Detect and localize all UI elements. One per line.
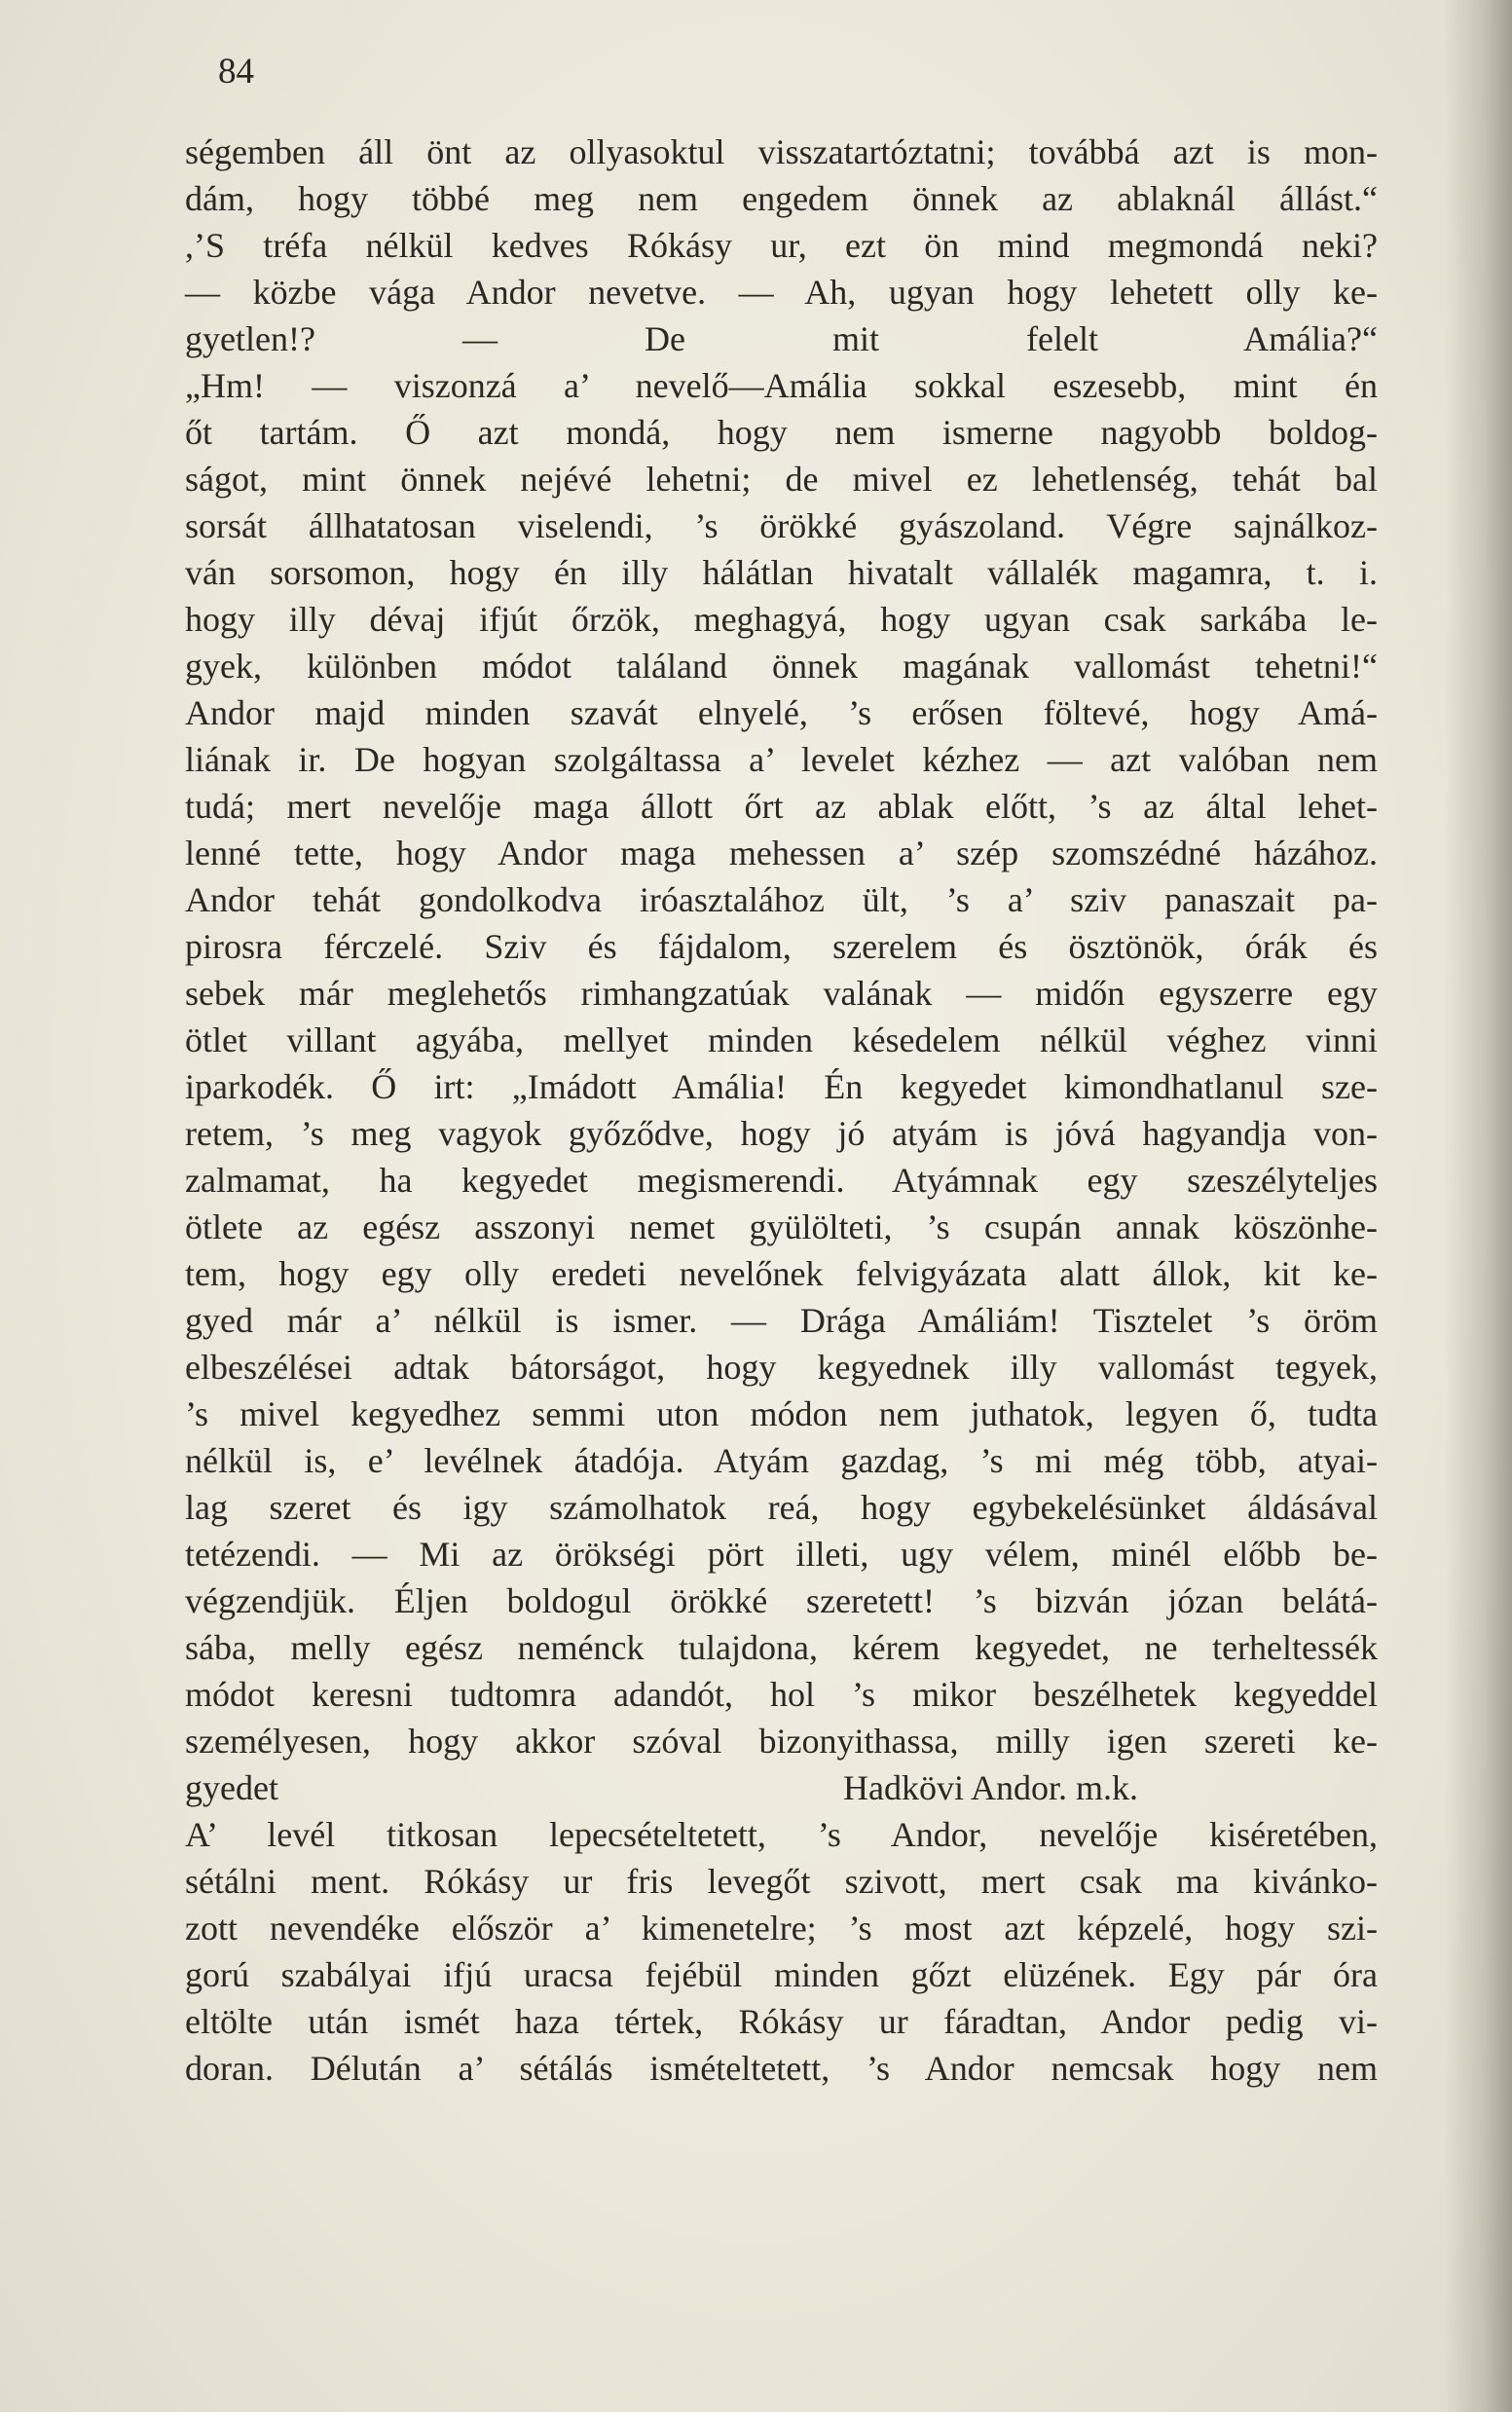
text-line: Andor tehát gondolkodva iróasztalához ült, ’s a’ sziv panaszait pa- [185, 880, 1378, 919]
text-line: tetézendi. — Mi az örökségi pört illeti, ugy vélem, minél előbb be- [185, 1535, 1378, 1574]
text-line: elbeszélései adtak bátorságot, hogy kegyednek illy vallomást tegyek, [185, 1348, 1378, 1387]
text-line: ötlet villant agyába, mellyet minden késedelem nélkül véghez vinni [185, 1020, 1378, 1059]
text-line: Andor majd minden szavát elnyelé, ’s erősen föltevé, hogy Amá- [185, 693, 1378, 732]
text-line: dám, hogy többé meg nem engedem önnek az ablaknál állást.“ [185, 179, 1378, 218]
text-line: ’s mivel kegyedhez semmi uton módon nem juthatok, legyen ő, tudta [185, 1394, 1378, 1433]
text-line: lenné tette, hogy Andor maga mehessen a’ szép szomszédné házához. [185, 834, 1378, 872]
text-line: „Hm! — viszonzá a’ nevelő—Amália sokkal eszesebb, mint én [185, 366, 1378, 405]
text-line: gorú szabályai ifjú uracsa fejébül minden gőzt elüzének. Egy pár óra [185, 1955, 1378, 1994]
text-line: ségemben áll önt az ollyasoktul visszatartóztatni; továbbá azt is mon- [185, 132, 1378, 171]
text-line: őt tartám. Ő azt mondá, hogy nem ismerne nagyobb boldog- [185, 413, 1378, 452]
text-line: sétálni ment. Rókásy ur fris levegőt szivott, mert csak ma kivánko- [185, 1862, 1378, 1901]
text-line: ván sorsomon, hogy én illy hálátlan hivatalt vállalék magamra, t. i. [185, 553, 1378, 592]
text-line: ságot, mint önnek nejévé lehetni; de mivel ez lehetlenség, tehát bal [185, 460, 1378, 499]
text-line: ötlete az egész asszonyi nemet gyülölteti, ’s csupán annak köszönhe- [185, 1207, 1378, 1246]
text-line: hogy illy dévaj ifjút őrzök, meghagyá, hogy ugyan csak sarkába le- [185, 600, 1378, 639]
text-line: gyed már a’ nélkül is ismer. — Drága Amáliám! Tisztelet ’s öröm [185, 1301, 1378, 1340]
text-line: gyek, különben módot találand önnek magának vallomást tehetni!“ [185, 647, 1378, 686]
text-line: tudá; mert nevelője maga állott őrt az ablak előtt, ’s az által lehet- [185, 787, 1378, 826]
text-line: lag szeret és igy számolhatok reá, hogy egybekelésünket áldásával [185, 1488, 1378, 1527]
text-line: doran. Délután a’ sétálás ismételtetett, ’s Andor nemcsak hogy nem [185, 2049, 1378, 2088]
text-line: pirosra férczelé. Sziv és fájdalom, szerelem és ösztönök, órák és [185, 927, 1378, 966]
text-line: gyetlen!? — De mit felelt Amália?“ [185, 319, 1378, 358]
page-number: 84 [218, 52, 254, 92]
text-line: sorsát állhatatosan viselendi, ’s örökké gyászoland. Végre sajnálkoz- [185, 506, 1378, 545]
signature-line [185, 1764, 1378, 1811]
signature-left-text: gyedet [185, 1768, 278, 1807]
text-line: retem, ’s meg vagyok győződve, hogy jó atyám is jóvá hagyandja von- [185, 1114, 1378, 1153]
text-line: sába, melly egész neménck tulajdona, kérem kegyedet, ne terheltessék [185, 1628, 1378, 1667]
text-line: iparkodék. Ő irt: „Imádott Amália! Én kegyedet kimondhatlanul sze- [185, 1067, 1378, 1106]
text-line: személyesen, hogy akkor szóval bizonyithassa, milly igen szereti ke- [185, 1722, 1378, 1761]
text-line: eltölte után ismét haza tértek, Rókásy ur fáradtan, Andor pedig vi- [185, 2002, 1378, 2041]
text-line: módot keresni tudtomra adandót, hol ’s mikor beszélhetek kegyeddel [185, 1675, 1378, 1714]
text-line: ,’S tréfa nélkül kedves Rókásy ur, ezt ön mind megmondá neki? [185, 226, 1378, 265]
text-line: A’ levél titkosan lepecsételtetett, ’s Andor, nevelője kiséretében, [185, 1815, 1378, 1854]
text-line: nélkül is, e’ levélnek átadója. Atyám gazdag, ’s mi még több, atyai- [185, 1441, 1378, 1480]
text-line: zott nevendéke először a’ kimenetelre; ’s most azt képzelé, hogy szi- [185, 1909, 1378, 1948]
text-line: — közbe vága Andor nevetve. — Ah, ugyan hogy lehetett olly ke- [185, 273, 1378, 312]
text-line: sebek már meglehetős rimhangzatúak valának — midőn egyszerre egy [185, 974, 1378, 1013]
text-line: liának ir. De hogyan szolgáltassa a’ levelet kézhez — azt valóban nem [185, 740, 1378, 779]
text-line: zalmamat, ha kegyedet megismerendi. Atyámnak egy szeszélyteljes [185, 1161, 1378, 1200]
text-line: tem, hogy egy olly eredeti nevelőnek felvigyázata alatt állok, kit ke- [185, 1254, 1378, 1293]
spine-shadow [1444, 0, 1512, 2412]
signature-name: Hadkövi Andor. m.k. [842, 1768, 1138, 1807]
text-line: végzendjük. Éljen boldogul örökké szeretett! ’s bizván józan belátá- [185, 1581, 1378, 1620]
